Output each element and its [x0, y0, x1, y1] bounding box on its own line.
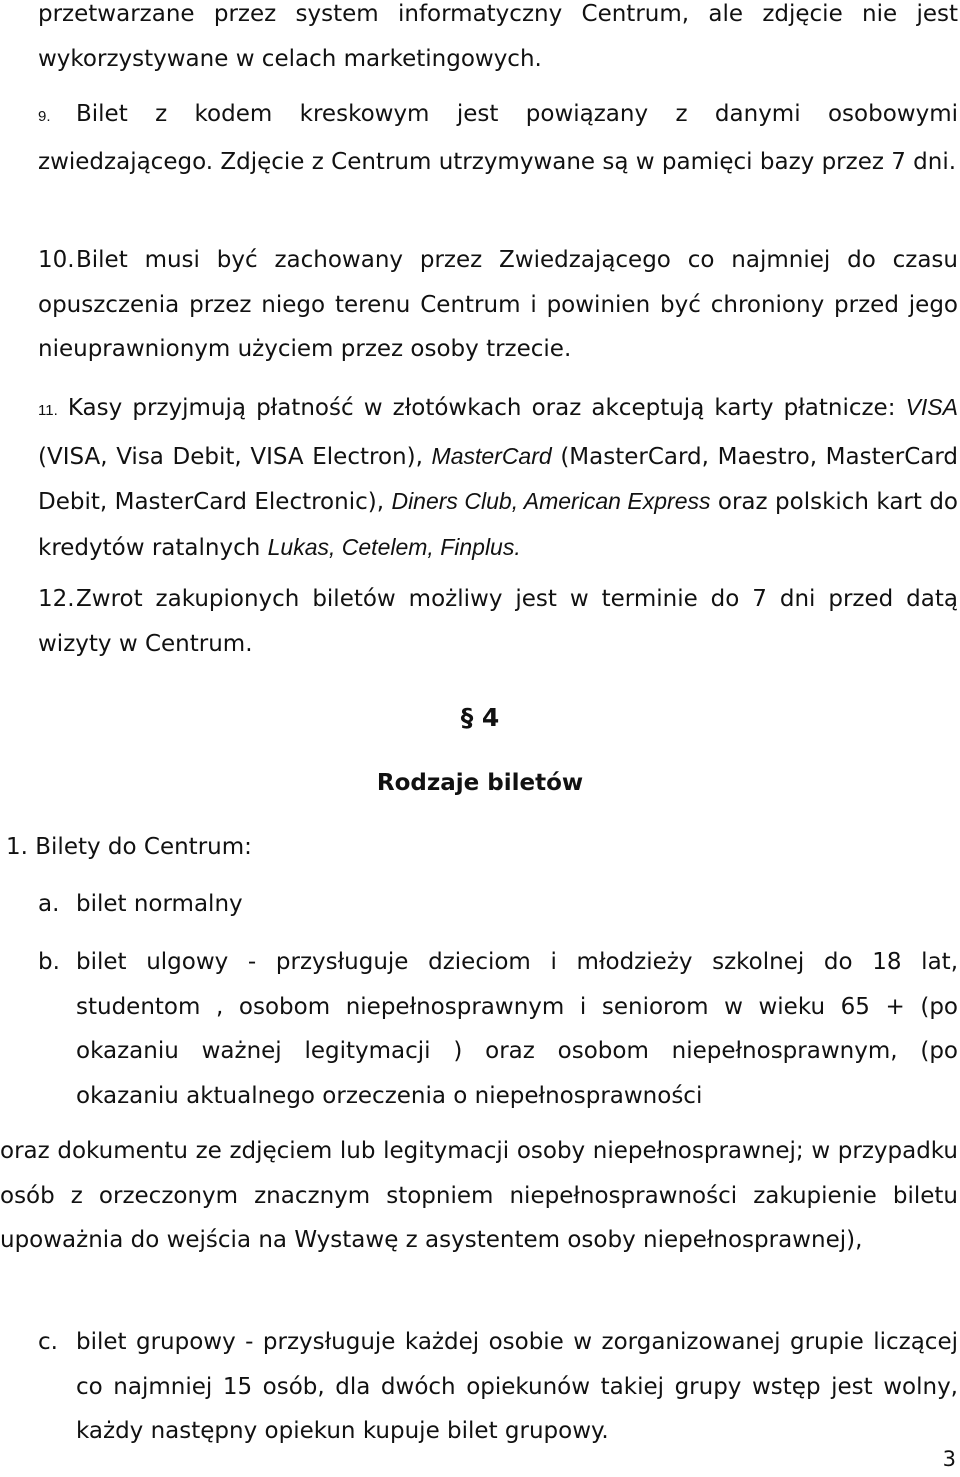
list-b-continuation: oraz dokumentu ze zdjęciem lub legitymacji osoby niepełnosprawnej; w przypadku osób z orzeczonym znacznym stopniem niepełnosprawności zakupienie biletu upoważnia do wejścia na Wystawę z asystentem osoby niepełnosprawnej),: [0, 1138, 958, 1254]
item-11-lenders: Lukas, Cetelem, Finplus.: [267, 533, 521, 560]
item-11-diners-amex: Diners Club, American Express: [391, 488, 711, 515]
section-title: Rodzaje biletów: [376, 770, 584, 796]
item-12-number: 12.: [38, 586, 75, 612]
item-10: [38, 238, 958, 372]
list-c-text: bilet grupowy - przysługuje każdej osobie w zorganizowanej grupie liczącej co najmniej 15 osób, dla dwóch opiekunów takiej grupy wstęp jest wolny, każdy następny opiekun kupuje bilet grupowy.: [76, 1329, 958, 1445]
item-11-text-4: oraz polskich kart do kredytów ratalnych: [38, 489, 958, 561]
list-b-text: bilet ulgowy - przysługuje dzieciom i młodzieży szkolnej do 18 lat, studentom , osobom niepełnosprawnym i seniorom w wieku 65 + (po okazaniu ważnej legitymacji ) oraz osobom niepełnosprawnym, (po okazaniu aktualnego orzeczenia o niepełnosprawności: [76, 949, 958, 1109]
list-a-marker: a.: [38, 891, 60, 917]
item-11: [38, 385, 958, 570]
item-11-number: 11.: [38, 402, 58, 419]
item-11-text-3: (MasterCard, Maestro, MasterCard Debit, MasterCard Electronic),: [38, 443, 959, 516]
list-a-text: bilet normalny: [76, 891, 243, 917]
item-12: [38, 577, 958, 666]
list-c-marker: c.: [38, 1329, 58, 1355]
item-10-text: Bilet musi być zachowany przez Zwiedzającego co najmniej do czasu opuszczenia przez niego terenu Centrum i powinien być chroniony przed jego nieuprawnionym użyciem przez osoby trzecie.: [38, 247, 958, 363]
list-heading: 1. Bilety do Centrum:: [6, 834, 252, 860]
item-11-visa: VISA: [905, 394, 958, 420]
item-9-text: Bilet z kodem kreskowym jest powiązany z danymi osobowymi zwiedzającego. Zdjęcie z Centrum utrzymywane są w pamięci bazy przez 7 dni.: [38, 101, 958, 175]
page-number: 3: [942, 1447, 956, 1471]
item-10-number: 10.: [38, 247, 75, 273]
item-9: [38, 92, 958, 184]
list-b-marker: b.: [38, 949, 60, 975]
item-8-tail: przetwarzane przez system informatyczny Centrum, ale zdjęcie nie jest wykorzystywane w celach marketingowych.: [38, 1, 958, 72]
item-9-number: 9.: [38, 108, 51, 125]
item-11-text-2: (VISA, Visa Debit, VISA Electron),: [38, 443, 432, 470]
item-12-text: Zwrot zakupionych biletów możliwy jest w terminie do 7 dni przed datą wizyty w Centrum.: [38, 586, 958, 657]
section-number: § 4: [460, 703, 500, 732]
item-11-mastercard: MasterCard: [431, 442, 552, 469]
item-11-text-1: Kasy przyjmują płatność w złotówkach oraz akceptują karty płatnicze:: [67, 395, 906, 421]
